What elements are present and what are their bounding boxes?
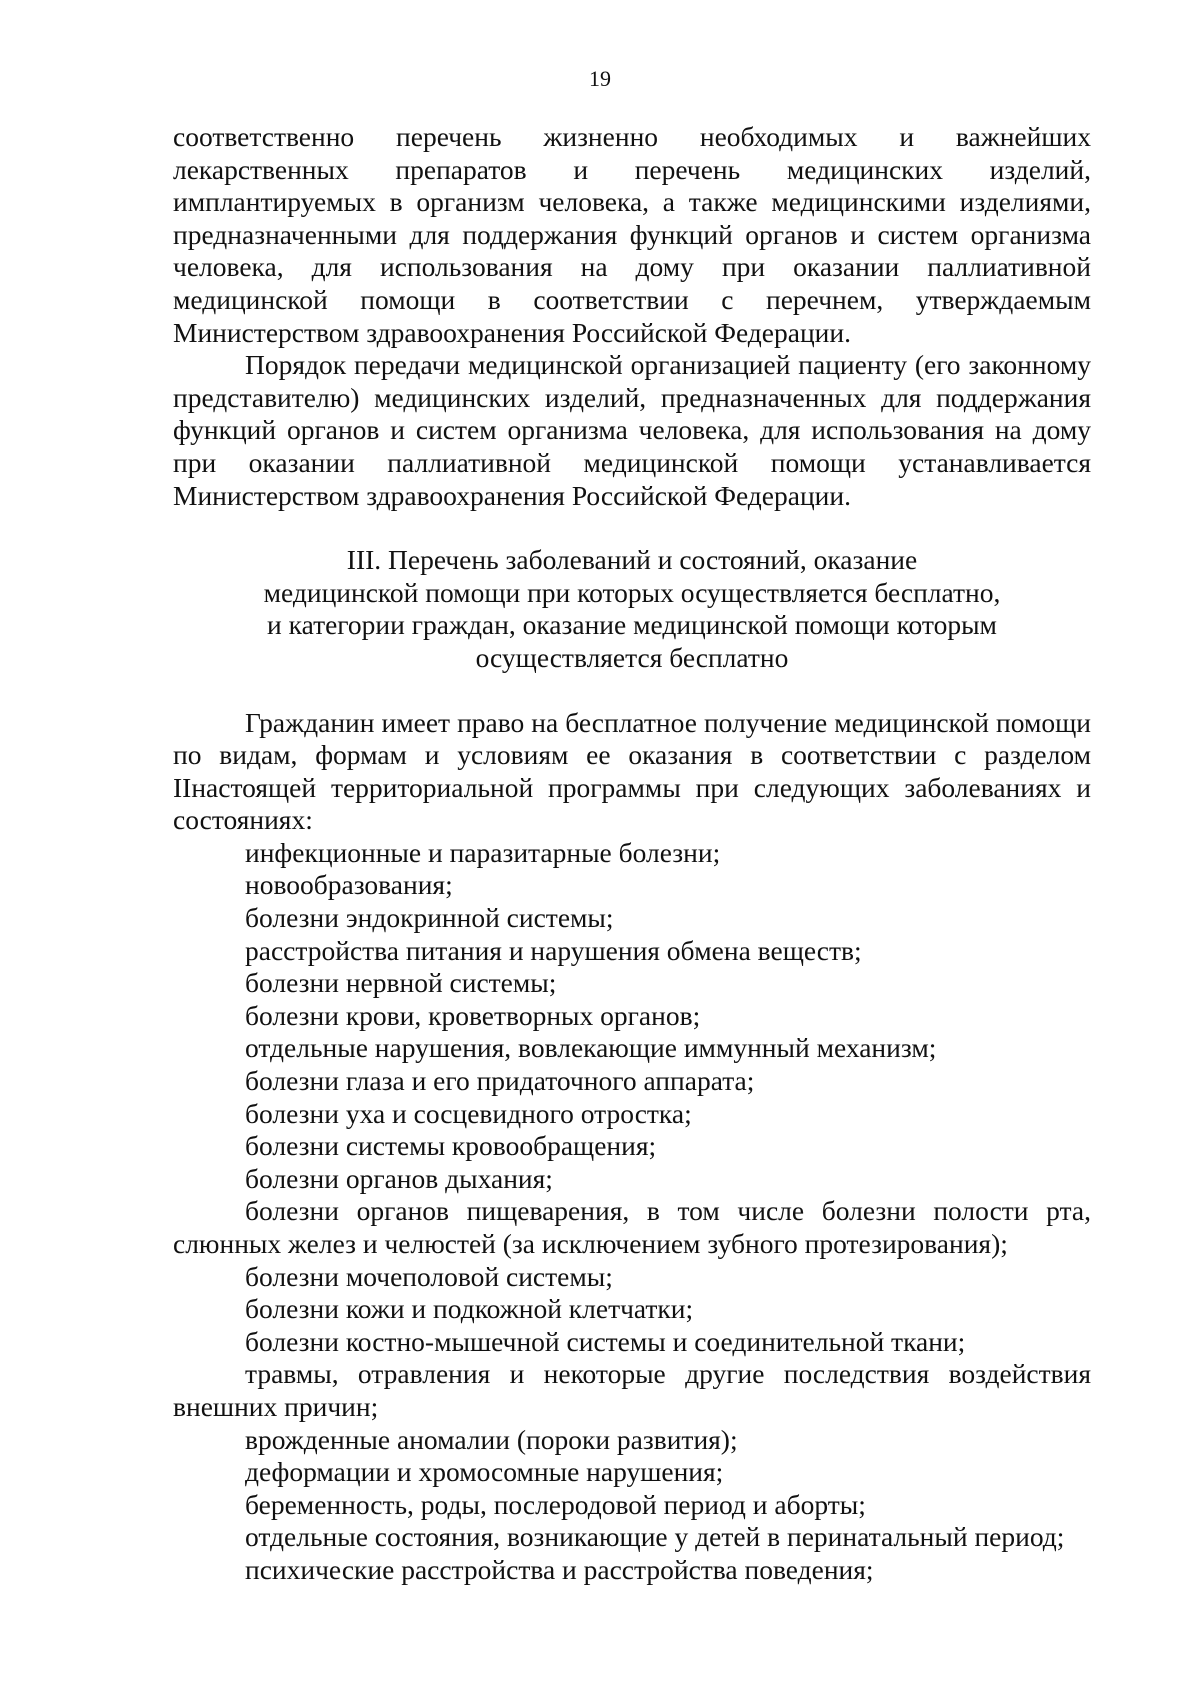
section-heading-line: и категории граждан, оказание медицинской помощи которым — [267, 609, 997, 641]
conditions-list — [173, 837, 1091, 1587]
list-item: болезни органов дыхания; — [245, 1162, 553, 1194]
list-item: болезни костно-мышечной системы и соединительной ткани; — [245, 1325, 966, 1357]
list-item: болезни органов пищеварения, в том числе болезни полости рта, слюнных желез и челюстей (за исключением зубного протезирования); — [173, 1195, 1091, 1259]
list-item: врожденные аномалии (пороки развития); — [245, 1423, 738, 1455]
list-item: отдельные нарушения, вовлекающие иммунный механизм; — [245, 1032, 937, 1064]
list-item: отдельные состояния, возникающие у детей в перинатальный период; — [245, 1521, 1065, 1553]
section-heading-line: III. Перечень заболеваний и состояний, оказание — [346, 544, 918, 576]
list-item: болезни нервной системы; — [245, 967, 557, 999]
document-body — [173, 121, 1091, 1587]
page-number: 19 — [589, 66, 611, 91]
list-item: болезни мочеполовой системы; — [245, 1260, 613, 1292]
list-item: деформации и хромосомные нарушения; — [245, 1456, 724, 1488]
list-item: новообразования; — [245, 869, 453, 901]
paragraph-transfer-procedure: Порядок передачи медицинской организацией пациенту (его законному представителю) медицинских изделий, предназначенных для поддержания функций органов и систем организма человека, для использования на дому при оказании паллиативной медицинской помощи устанавливается Министерством здравоохранения Российской Федерации. — [173, 349, 1091, 511]
list-item: болезни кожи и подкожной клетчатки; — [245, 1293, 694, 1325]
section-heading-line: медицинской помощи при которых осуществляется бесплатно, — [263, 576, 1001, 608]
list-item: расстройства питания и нарушения обмена веществ; — [245, 934, 862, 966]
list-item: болезни системы кровообращения; — [245, 1130, 657, 1162]
list-item: психические расстройства и расстройства поведения; — [245, 1553, 874, 1585]
list-item: травмы, отравления и некоторые другие последствия воздействия внешних причин; — [173, 1358, 1091, 1422]
list-item: беременность, роды, послеродовой период и аборты; — [245, 1488, 866, 1520]
paragraph-intro: Гражданин имеет право на бесплатное получение медицинской помощи по видам, формам и условиям ее оказания в соответствии с разделом IIнастоящей территориальной программы при следующих заболеваниях и состояниях: — [173, 706, 1091, 836]
paragraph-continuation: соответственно перечень жизненно необходимых и важнейших лекарственных препаратов и перечень медицинских изделий, имплантируемых в организм человека, а также медицинскими изделиями, предназначенными для поддержания функций органов и систем организма человека, для использования на дому при оказании паллиативной медицинской помощи в соответствии с перечнем, утверждаемым Министерством здравоохранения Российской Федерации. — [173, 121, 1091, 348]
section-heading-line: осуществляется бесплатно — [475, 641, 789, 673]
list-item: болезни уха и сосцевидного отростка; — [245, 1097, 692, 1129]
section-heading — [173, 544, 1091, 674]
list-item: инфекционные и паразитарные болезни; — [245, 836, 721, 868]
list-item: болезни глаза и его придаточного аппарата; — [245, 1065, 755, 1097]
list-item: болезни крови, кроветворных органов; — [245, 999, 701, 1031]
list-item: болезни эндокринной системы; — [245, 902, 614, 934]
